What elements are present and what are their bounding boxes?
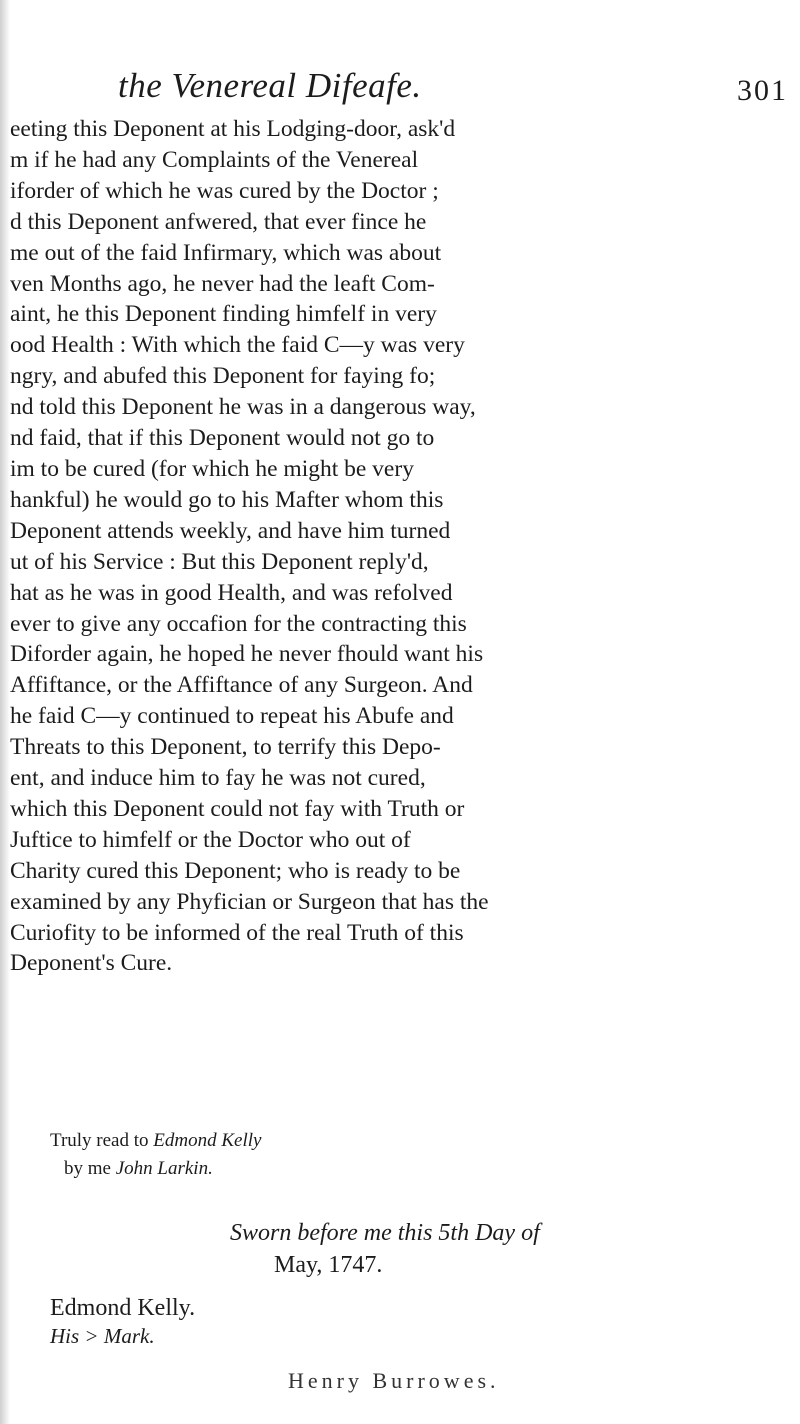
- text-line: hat as he was in good Health, and was refolved: [10, 579, 453, 606]
- text-line: nd told this Deponent he was in a dangerous way,: [10, 394, 476, 421]
- text-line: Affiftance, or the Affiftance of any Surgeon. And: [10, 672, 473, 699]
- attestation-line-1: [50, 1127, 261, 1155]
- text-line: Charity cured this Deponent; who is ready to be: [10, 857, 461, 884]
- text-line: ut of his Service : But this Deponent reply'd,: [10, 548, 429, 575]
- sworn-date: May, 1747.: [274, 1252, 383, 1278]
- text-line: examined by any Phyfician or Surgeon that has the: [10, 888, 489, 915]
- text-line: ood Health : With which the faid C—y was very: [10, 332, 465, 359]
- attestation-witness-name: John Larkin.: [115, 1158, 213, 1179]
- text-line: Threats to this Deponent, to terrify this Depo-: [10, 734, 441, 761]
- attestation: [50, 1127, 261, 1183]
- text-line: me out of the faid Infirmary, which was about: [10, 239, 442, 266]
- attestation-prefix: Truly read to: [50, 1130, 149, 1151]
- text-line: d this Deponent anfwered, that ever fince he: [10, 208, 427, 235]
- text-line: Deponent attends weekly, and have him turned: [10, 517, 451, 544]
- text-line: hankful) he would go to his Mafter whom this: [10, 486, 444, 513]
- text-line: ent, and induce him to fay he was not cured,: [10, 765, 426, 792]
- attestation-prefix: by me: [64, 1158, 111, 1179]
- text-line: iforder of which he was cured by the Doctor ;: [10, 177, 439, 204]
- text-line: Curiofity to be informed of the real Truth of this: [10, 919, 464, 946]
- text-line: he faid C—y continued to repeat his Abufe and: [10, 703, 454, 730]
- running-title: the Venereal Difeafe.: [118, 66, 422, 105]
- binding-shadow: [0, 0, 10, 1424]
- deposition-text: [10, 114, 780, 979]
- text-line: aint, he this Deponent finding himfelf in very: [10, 301, 437, 328]
- text-line: ngry, and abufed this Deponent for faying fo;: [10, 363, 436, 390]
- text-line: Diforder again, he hoped he never fhould want his: [10, 641, 484, 668]
- text-line: which this Deponent could not fay with Truth or: [10, 795, 465, 822]
- text-line: im to be cured (for which he might be very: [10, 455, 414, 482]
- text-line: Juftice to himfelf or the Doctor who out of: [10, 826, 411, 853]
- text-line: ven Months ago, he never had the leaft Com-: [10, 270, 435, 297]
- text-line: ever to give any occafion for the contracting this: [10, 610, 467, 637]
- text-line: nd faid, that if this Deponent would not go to: [10, 425, 435, 452]
- text-line: Deponent's Cure.: [10, 950, 173, 977]
- attestation-line-2: [50, 1155, 261, 1183]
- text-line: eeting this Deponent at his Lodging-door, ask'd: [10, 116, 456, 142]
- text-line: m if he had any Complaints of the Venereal: [10, 146, 419, 173]
- attestation-reader-name: Edmond Kelly: [153, 1130, 262, 1151]
- library-stamp: Henry Burrowes.: [288, 1368, 500, 1393]
- page-number: 301: [737, 74, 788, 107]
- sworn-statement: [230, 1217, 540, 1281]
- signer-name: Edmond Kelly.: [50, 1295, 196, 1321]
- signer-mark: His > Mark.: [50, 1324, 155, 1348]
- signer-block: [50, 1294, 195, 1350]
- sworn-line: Sworn before me this 5th Day of: [230, 1220, 540, 1246]
